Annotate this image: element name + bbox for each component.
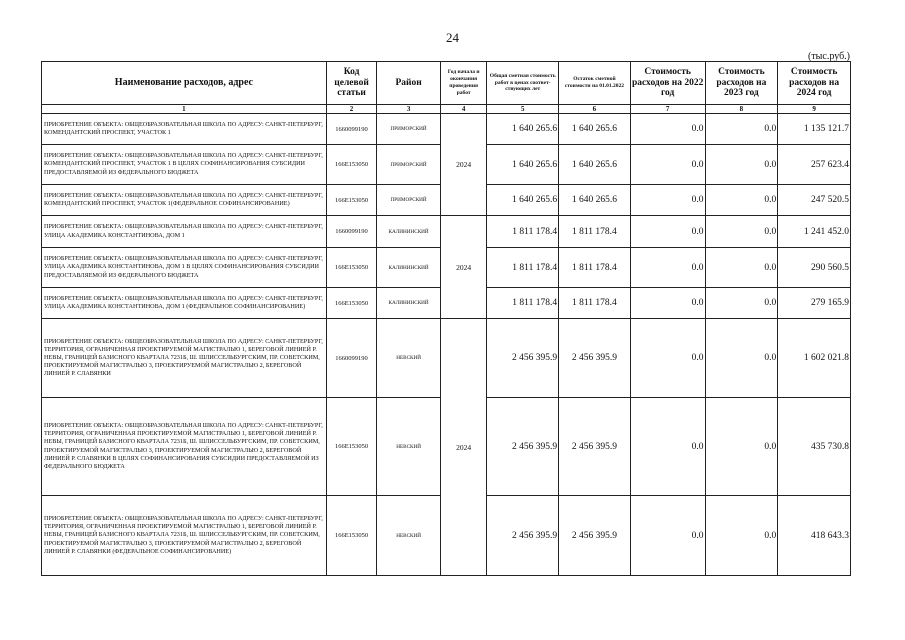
cost-2024: 290 560.5 bbox=[778, 248, 851, 288]
target-code: 166E153050 bbox=[326, 496, 376, 576]
remaining-cost: 1 811 178.4 bbox=[559, 216, 631, 248]
table-row bbox=[42, 216, 851, 248]
header-row bbox=[42, 62, 851, 105]
cost-2023: 0.0 bbox=[705, 216, 778, 248]
cost-2024: 435 730.8 bbox=[778, 398, 851, 496]
expenses-table bbox=[41, 61, 851, 576]
header-code: Код целевой статьи bbox=[326, 62, 376, 105]
total-cost: 1 811 178.4 bbox=[487, 216, 559, 248]
column-number: 5 bbox=[487, 105, 559, 114]
remaining-cost: 2 456 395.9 bbox=[559, 398, 631, 496]
cost-2023: 0.0 bbox=[705, 288, 778, 319]
header-district: Район bbox=[377, 62, 441, 105]
district: ПРИМОРСКИЙ bbox=[377, 145, 441, 185]
target-code: 1660099190 bbox=[326, 319, 376, 398]
district: ПРИМОРСКИЙ bbox=[377, 114, 441, 145]
cost-2022: 0.0 bbox=[630, 185, 705, 216]
target-code: 166E153050 bbox=[326, 288, 376, 319]
column-number: 8 bbox=[705, 105, 778, 114]
work-years: 2024 bbox=[440, 114, 486, 216]
column-number: 1 bbox=[42, 105, 327, 114]
cost-2024: 1 135 121.7 bbox=[778, 114, 851, 145]
target-code: 1660099190 bbox=[326, 216, 376, 248]
cost-2024: 257 623.4 bbox=[778, 145, 851, 185]
total-cost: 1 640 265.6 bbox=[487, 145, 559, 185]
page-number: 24 bbox=[446, 30, 459, 45]
header-cost-2023: Стоимость расходов на 2023 год bbox=[705, 62, 778, 105]
header-remaining: Остаток сметной стоимости на 01.01.2022 bbox=[559, 62, 631, 105]
remaining-cost: 1 640 265.6 bbox=[559, 185, 631, 216]
remaining-cost: 1 811 178.4 bbox=[559, 288, 631, 319]
district: НЕВСКИЙ bbox=[377, 496, 441, 576]
expense-name: ПРИОБРЕТЕНИЕ ОБЪЕКТА: ОБЩЕОБРАЗОВАТЕЛЬНАЯ ШКОЛА ПО АДРЕСУ: САНКТ-ПЕТЕРБУРГ, КОМЕНДАНТСКИЙ ПРОСПЕКТ, УЧАСТОК 1 bbox=[42, 114, 327, 145]
total-cost: 1 640 265.6 bbox=[487, 114, 559, 145]
district: КАЛИНИНСКИЙ bbox=[377, 288, 441, 319]
column-number: 9 bbox=[778, 105, 851, 114]
target-code: 166E153050 bbox=[326, 185, 376, 216]
expense-name: ПРИОБРЕТЕНИЕ ОБЪЕКТА: ОБЩЕОБРАЗОВАТЕЛЬНАЯ ШКОЛА ПО АДРЕСУ: САНКТ-ПЕТЕРБУРГ, ТЕРРИТОРИЯ, ОГРАНИЧЕННАЯ ПРОЕКТИРУЕМОЙ МАГИСТРАЛЬЮ 1, БЕРЕГОВОЙ ЛИНИЕЙ Р. НЕВЫ, ГРАНИЦЕЙ БАЗИСНОГО КВАРТАЛА 7231Б, Ш. ШЛИССЕЛЬБУРГСКИМ, ПР. СОВЕТСКИМ, ПРОЕКТИРУЕМОЙ МАГИСТРАЛЬЮ 3, ПРОЕКТИРУЕМОЙ МАГИСТРАЛЬЮ 2, БЕРЕГОВОЙ ЛИНИЕЙ Р. СЛАВЯНКИ bbox=[42, 319, 327, 398]
target-code: 166E153050 bbox=[326, 398, 376, 496]
cost-2023: 0.0 bbox=[705, 248, 778, 288]
header-name: Наименование расходов, адрес bbox=[42, 62, 327, 105]
cost-2022: 0.0 bbox=[630, 145, 705, 185]
cost-2022: 0.0 bbox=[630, 496, 705, 576]
header-cost-2024: Стоимость расходов на 2024 год bbox=[778, 62, 851, 105]
total-cost: 2 456 395.9 bbox=[487, 319, 559, 398]
expense-name: ПРИОБРЕТЕНИЕ ОБЪЕКТА: ОБЩЕОБРАЗОВАТЕЛЬНАЯ ШКОЛА ПО АДРЕСУ: САНКТ-ПЕТЕРБУРГ, КОМЕНДАНТСКИЙ ПРОСПЕКТ, УЧАСТОК 1 В ЦЕЛЯХ СОФИНАНСИРОВАНИЯ СУБСИДИИ ПРЕДОСТАВЛЯЕМОЙ ИЗ ФЕДЕРАЛЬНОГО БЮДЖЕТА bbox=[42, 145, 327, 185]
cost-2024: 247 520.5 bbox=[778, 185, 851, 216]
work-years: 2024 bbox=[440, 319, 486, 576]
total-cost: 2 456 395.9 bbox=[487, 398, 559, 496]
column-number-row bbox=[42, 105, 851, 114]
total-cost: 1 640 265.6 bbox=[487, 185, 559, 216]
remaining-cost: 1 640 265.6 bbox=[559, 114, 631, 145]
cost-2023: 0.0 bbox=[705, 145, 778, 185]
work-years: 2024 bbox=[440, 216, 486, 319]
target-code: 166E153050 bbox=[326, 248, 376, 288]
district: КАЛИНИНСКИЙ bbox=[377, 216, 441, 248]
column-number: 3 bbox=[377, 105, 441, 114]
target-code: 166E153050 bbox=[326, 145, 376, 185]
table-row bbox=[42, 114, 851, 145]
cost-2024: 1 602 021.8 bbox=[778, 319, 851, 398]
cost-2024: 418 643.3 bbox=[778, 496, 851, 576]
expense-name: ПРИОБРЕТЕНИЕ ОБЪЕКТА: ОБЩЕОБРАЗОВАТЕЛЬНАЯ ШКОЛА ПО АДРЕСУ: САНКТ-ПЕТЕРБУРГ, УЛИЦА АКАДЕМИКА КОНСТАНТИНОВА, ДОМ 1 В ЦЕЛЯХ СОФИНАНСИРОВАНИЯ СУБСИДИИ ПРЕДОСТАВЛЯЕМОЙ ИЗ ФЕДЕРАЛЬНОГО БЮДЖЕТА bbox=[42, 248, 327, 288]
units-label: (тыс.руб.) bbox=[807, 51, 850, 62]
cost-2024: 1 241 452.0 bbox=[778, 216, 851, 248]
cost-2022: 0.0 bbox=[630, 319, 705, 398]
cost-2024: 279 165.9 bbox=[778, 288, 851, 319]
district: ПРИМОРСКИЙ bbox=[377, 185, 441, 216]
column-number: 6 bbox=[559, 105, 631, 114]
remaining-cost: 2 456 395.9 bbox=[559, 496, 631, 576]
cost-2023: 0.0 bbox=[705, 496, 778, 576]
cost-2023: 0.0 bbox=[705, 319, 778, 398]
cost-2022: 0.0 bbox=[630, 248, 705, 288]
total-cost: 2 456 395.9 bbox=[487, 496, 559, 576]
column-number: 4 bbox=[440, 105, 486, 114]
expense-name: ПРИОБРЕТЕНИЕ ОБЪЕКТА: ОБЩЕОБРАЗОВАТЕЛЬНАЯ ШКОЛА ПО АДРЕСУ: САНКТ-ПЕТЕРБУРГ, КОМЕНДАНТСКИЙ ПРОСПЕКТ, УЧАСТОК 1(ФЕДЕРАЛЬНОЕ СОФИНАНСИРОВАНИЕ) bbox=[42, 185, 327, 216]
remaining-cost: 1 811 178.4 bbox=[559, 248, 631, 288]
cost-2022: 0.0 bbox=[630, 398, 705, 496]
cost-2022: 0.0 bbox=[630, 216, 705, 248]
district: НЕВСКИЙ bbox=[377, 319, 441, 398]
district: КАЛИНИНСКИЙ bbox=[377, 248, 441, 288]
header-cost-2022: Стоимость расходов на 2022 год bbox=[630, 62, 705, 105]
column-number: 7 bbox=[630, 105, 705, 114]
cost-2022: 0.0 bbox=[630, 114, 705, 145]
total-cost: 1 811 178.4 bbox=[487, 248, 559, 288]
expense-name: ПРИОБРЕТЕНИЕ ОБЪЕКТА: ОБЩЕОБРАЗОВАТЕЛЬНАЯ ШКОЛА ПО АДРЕСУ: САНКТ-ПЕТЕРБУРГ, ТЕРРИТОРИЯ, ОГРАНИЧЕННАЯ ПРОЕКТИРУЕМОЙ МАГИСТРАЛЬЮ 1, БЕРЕГОВОЙ ЛИНИЕЙ Р. НЕВЫ, ГРАНИЦЕЙ БАЗИСНОГО КВАРТАЛА 7231Б, Ш. ШЛИССЕЛЬБУРГСКИМ, ПР. СОВЕТСКИМ, ПРОЕКТИРУЕМОЙ МАГИСТРАЛЬЮ 3, ПРОЕКТИРУЕМОЙ МАГИСТРАЛЬЮ 2, БЕРЕГОВОЙ ЛИНИЕЙ Р. СЛАВЯНКИ В ЦЕЛЯХ СОФИНАНСИРОВАНИЯ СУБСИДИИ ПРЕДОСТАВЛЯЕМОЙ ИЗ ФЕДЕРАЛЬНОГО БЮДЖЕТА bbox=[42, 398, 327, 496]
expense-name: ПРИОБРЕТЕНИЕ ОБЪЕКТА: ОБЩЕОБРАЗОВАТЕЛЬНАЯ ШКОЛА ПО АДРЕСУ: САНКТ-ПЕТЕРБУРГ, ТЕРРИТОРИЯ, ОГРАНИЧЕННАЯ ПРОЕКТИРУЕМОЙ МАГИСТРАЛЬЮ 1, БЕРЕГОВОЙ ЛИНИЕЙ Р. НЕВЫ, ГРАНИЦЕЙ БАЗИСНОГО КВАРТАЛА 7231Б, Ш. ШЛИССЕЛЬБУРГСКИМ, ПР. СОВЕТСКИМ, ПРОЕКТИРУЕМОЙ МАГИСТРАЛЬЮ 3, ПРОЕКТИРУЕМОЙ МАГИСТРАЛЬЮ 2, БЕРЕГОВОЙ ЛИНИЕЙ Р. СЛАВЯНКИ (ФЕДЕРАЛЬНОЕ СОФИНАНСИРОВАНИЕ) bbox=[42, 496, 327, 576]
header-total-cost: Общая сметная стоимость работ в ценах соответ-ствующих лет bbox=[487, 62, 559, 105]
total-cost: 1 811 178.4 bbox=[487, 288, 559, 319]
expense-name: ПРИОБРЕТЕНИЕ ОБЪЕКТА: ОБЩЕОБРАЗОВАТЕЛЬНАЯ ШКОЛА ПО АДРЕСУ: САНКТ-ПЕТЕРБУРГ, УЛИЦА АКАДЕМИКА КОНСТАНТИНОВА, ДОМ 1 bbox=[42, 216, 327, 248]
header-years: Год начала и окончания проведения работ bbox=[440, 62, 486, 105]
cost-2023: 0.0 bbox=[705, 114, 778, 145]
cost-2023: 0.0 bbox=[705, 185, 778, 216]
remaining-cost: 1 640 265.6 bbox=[559, 145, 631, 185]
expense-name: ПРИОБРЕТЕНИЕ ОБЪЕКТА: ОБЩЕОБРАЗОВАТЕЛЬНАЯ ШКОЛА ПО АДРЕСУ: САНКТ-ПЕТЕРБУРГ, УЛИЦА АКАДЕМИКА КОНСТАНТИНОВА, ДОМ 1 (ФЕДЕРАЛЬНОЕ СОФИНАНСИРОВАНИЕ) bbox=[42, 288, 327, 319]
district: НЕВСКИЙ bbox=[377, 398, 441, 496]
column-number: 2 bbox=[326, 105, 376, 114]
target-code: 1660099190 bbox=[326, 114, 376, 145]
table-row bbox=[42, 319, 851, 398]
remaining-cost: 2 456 395.9 bbox=[559, 319, 631, 398]
cost-2022: 0.0 bbox=[630, 288, 705, 319]
cost-2023: 0.0 bbox=[705, 398, 778, 496]
